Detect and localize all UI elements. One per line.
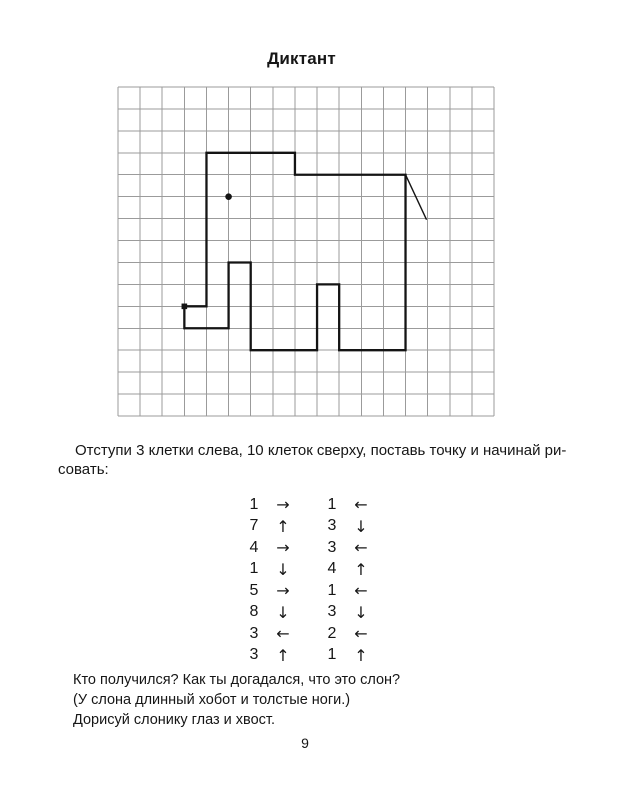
move-count: 4 — [327, 560, 337, 578]
move-count: 3 — [327, 538, 337, 556]
move-count: 2 — [327, 624, 337, 642]
move-count: 3 — [249, 646, 259, 664]
move-arrow-icon: ↓ — [276, 602, 290, 622]
tail-line — [406, 175, 427, 220]
move-count: 8 — [249, 603, 259, 621]
move-arrow-icon: ← — [276, 624, 290, 644]
move-arrow-icon: → — [276, 538, 290, 558]
move-arrow-icon: → — [276, 495, 290, 515]
eye-dot — [225, 193, 232, 200]
move-arrow-icon: ← — [354, 581, 368, 601]
move-count: 3 — [249, 624, 259, 642]
move-row — [246, 516, 374, 538]
move-count: 1 — [327, 581, 337, 599]
move-count: 1 — [249, 495, 259, 513]
move-arrow-icon: ↓ — [354, 516, 368, 536]
move-count: 4 — [249, 538, 259, 556]
move-count: 5 — [249, 581, 259, 599]
moves-list — [246, 494, 374, 666]
move-row — [246, 645, 374, 667]
move-count: 7 — [249, 517, 259, 535]
move-count: 1 — [327, 495, 337, 513]
move-count: 3 — [327, 517, 337, 535]
move-arrow-icon: ↓ — [276, 559, 290, 579]
questions-paragraph — [73, 670, 400, 730]
instructions-line-1: Отступи 3 клетки слева, 10 клеток сверху, поставь точку и начинай ри- — [75, 442, 567, 459]
move-row — [246, 494, 374, 516]
move-count: 1 — [249, 560, 259, 578]
move-arrow-icon: ← — [354, 495, 368, 515]
move-arrow-icon: ← — [354, 538, 368, 558]
start-dot — [182, 304, 188, 310]
move-count: 1 — [327, 646, 337, 664]
move-arrow-icon: ↑ — [276, 516, 290, 536]
page-number: 9 — [301, 735, 309, 751]
dictation-grid — [117, 86, 495, 417]
grid-lines — [118, 87, 494, 416]
move-row — [246, 623, 374, 645]
move-row — [246, 559, 374, 581]
move-count: 3 — [327, 603, 337, 621]
move-arrow-icon: → — [276, 581, 290, 601]
move-arrow-icon: ↑ — [354, 645, 368, 665]
question-line-2: (У слона длинный хобот и толстые ноги.) — [73, 692, 351, 708]
instructions-paragraph — [58, 441, 566, 479]
instructions-line-2: совать: — [58, 461, 109, 478]
move-row — [246, 580, 374, 602]
question-line-3: Дорисуй слонику глаз и хвост. — [73, 712, 275, 728]
move-row — [246, 602, 374, 624]
move-arrow-icon: ↑ — [354, 559, 368, 579]
move-row — [246, 537, 374, 559]
move-arrow-icon: ← — [354, 624, 368, 644]
question-line-1: Кто получился? Как ты догадался, что это слон? — [73, 672, 401, 688]
page-title: Диктант — [267, 49, 336, 68]
move-arrow-icon: ↓ — [354, 602, 368, 622]
move-arrow-icon: ↑ — [276, 645, 290, 665]
